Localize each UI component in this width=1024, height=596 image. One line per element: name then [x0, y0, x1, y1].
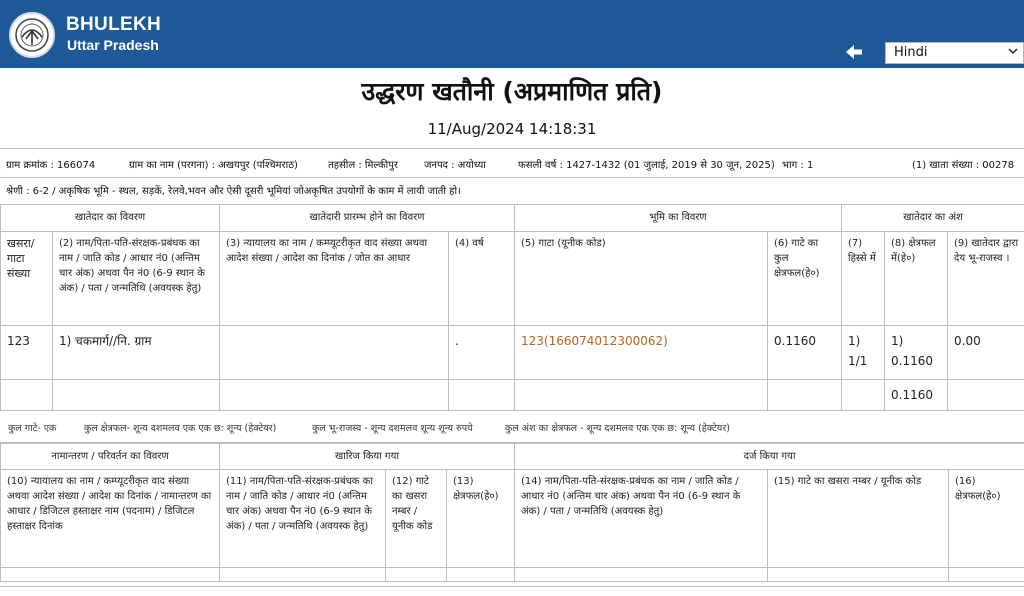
totals-line: [0, 414, 1024, 443]
empty-cell: [948, 380, 1024, 411]
total-row: [1, 380, 1024, 411]
empty-cell: [515, 380, 768, 411]
top-bar: [0, 0, 1024, 68]
col-header-entered-area: (16) क्षेत्रफल(हे०): [949, 470, 1024, 568]
land-category: श्रेणी : 6-2 / अकृषिक भूमि - स्थल, सड़कें, रेलवे,भवन और ऐसी दूसरी भूमियां जोअकृषित उपयोगों के काम में लायी जाती हो।: [6, 183, 461, 197]
empty-cell: [842, 380, 885, 411]
col-header-revenue: (9) खातेदार द्वारा देय भू-राजस्व ।: [948, 232, 1024, 326]
language-selected: Hindi: [894, 45, 928, 60]
empty-cell: [220, 568, 386, 582]
empty-cell: [447, 568, 515, 582]
empty-cell: [220, 380, 449, 411]
document-title: उद्धरण खतौनी (अप्रमाणित प्रति): [0, 74, 1024, 108]
col-header-mutation-court: (10) न्यायालय का नाम / कम्प्यूटरीकृत वाद संख्या अथवा आदेश संख्या / आदेश का दिनांक / नामान्तरण का आधार / डिजिटल हस्ताक्षर नाम (पदनाम) / डिजिटल हस्ताक्षर दिनांक: [1, 470, 220, 568]
col-header-removed-name: (11) नाम/पिता-पति-संरक्षक-प्रबंधक का नाम / जाति कोड / आधार नं0 (अन्तिम चार अंक) अथवा पैन नं0 (6-9 स्थान के अंक) / पता / जन्मतिथि (अवयस्क हेतु): [220, 470, 386, 568]
area-line-2: 0.1160: [891, 354, 941, 369]
section-land-details: भूमि का विवरण: [515, 205, 842, 232]
cell-share: [842, 326, 885, 380]
mutation-table: [0, 443, 1024, 582]
empty-cell: [515, 568, 768, 582]
col-header-removed-area: (13) क्षेत्रफल(हे०): [447, 470, 515, 568]
table-row: [1, 326, 1024, 380]
total-gate: कुल गाटे- एक: [8, 421, 56, 434]
empty-cell: [53, 380, 220, 411]
language-select[interactable]: [885, 42, 1024, 64]
col-header-gata: (5) गाटा (यूनीक कोड): [515, 232, 768, 326]
cell-total-share-area: 0.1160: [885, 380, 948, 411]
empty-cell: [949, 568, 1024, 582]
total-share-area: कुल अंश का क्षेत्रफल - शून्य दशमलव एक एक छ: शून्य (हेक्टेयर): [505, 421, 730, 434]
share-line-1: 1): [848, 334, 878, 349]
col-header-removed-khasra: (12) गाटे का खसरा नम्बर / यूनीक कोड: [386, 470, 447, 568]
area-line-1: 1): [891, 334, 941, 349]
col-header-area: (8) क्षेत्रफल में(हे०): [885, 232, 948, 326]
section-removed: खारिज किया गया: [220, 444, 515, 470]
col-header-total-area: (6) गाटे का कुल क्षेत्रफल(हे०): [768, 232, 842, 326]
section-holder-share: खातेदार का अंश: [842, 205, 1024, 232]
empty-cell: [449, 380, 515, 411]
chevron-down-icon: [1007, 45, 1019, 57]
village-code: ग्राम क्रमांक : 166074: [6, 157, 95, 171]
empty-cell: [768, 380, 842, 411]
col-header-court: (3) न्यायालय का नाम / कम्प्यूटरीकृत वाद संख्या अथवा आदेश संख्या / आदेश का दिनांक / जोत का आधार: [220, 232, 449, 326]
section-holding-start: खातेदारी प्रारम्भ होने का विवरण: [220, 205, 515, 232]
col-header-khasra: खसरा/ गाटा संख्या: [1, 232, 53, 326]
section-entered: दर्ज किया गया: [515, 444, 1024, 470]
brand-title: BHULEKH: [66, 14, 161, 36]
up-emblem-logo: [9, 12, 55, 58]
cell-court: [220, 326, 449, 380]
total-area: कुल क्षेत्रफल- शून्य दशमलव एक एक छ: शून्य (हेक्टेयर): [84, 421, 276, 434]
empty-cell: [768, 568, 949, 582]
empty-cell: [1, 568, 220, 582]
cell-khasra: 123: [1, 326, 53, 380]
brand-subtitle: Uttar Pradesh: [67, 37, 159, 53]
empty-cell: [1, 380, 53, 411]
col-header-year: (4) वर्ष: [449, 232, 515, 326]
khata-number: (1) खाता संख्या : 00278: [912, 157, 1014, 171]
document-datetime: 11/Aug/2024 14:18:31: [0, 120, 1024, 138]
gata-unique-code-link[interactable]: 123(166074012300062): [521, 334, 668, 348]
cell-area: [885, 326, 948, 380]
section-holder-details: खातेदार का विवरण: [1, 205, 220, 232]
village-info-line: [0, 148, 1024, 178]
cell-gata-cell: [515, 326, 768, 380]
tehsil: तहसील : मिल्कीपुर: [328, 157, 398, 171]
bhag: भाग : 1: [782, 157, 813, 171]
cell-revenue: 0.00: [948, 326, 1024, 380]
district: जनपद : अयोध्या: [424, 157, 486, 171]
col-header-name: (2) नाम/पिता-पति-संरक्षक-प्रबंधक का नाम / जाति कोड / आधार नं0 (अन्तिम चार अंक) अथवा पैन नं0 (6-9 स्थान के अंक) / पता / जन्मतिथि (अवयस्क हेतु): [53, 232, 220, 326]
col-header-entered-khasra: (15) गाटे का खसरा नम्बर / यूनीक कोड: [768, 470, 949, 568]
fasli-year: फसली वर्ष : 1427-1432 (01 जुलाई, 2019 से 30 जून, 2025): [518, 157, 775, 171]
back-arrow-icon[interactable]: [843, 41, 865, 63]
table-row: [1, 568, 1024, 582]
total-revenue: कुल भू-राजस्व - शून्य दशमलव शून्य शून्य रुपये: [312, 421, 473, 434]
holding-table: [0, 204, 1024, 411]
col-header-entered-name: (14) नाम/पिता-पति-संरक्षक-प्रबंधक का नाम / जाति कोड / आधार नं0 (अन्तिम चार अंक) अथवा पैन नं0 (6-9 स्थान के अंक) / पता / जन्मतिथि (अवयस्क हेतु): [515, 470, 768, 568]
col-header-share: (7) हिस्से में: [842, 232, 885, 326]
village-name: ग्राम का नाम (परगना) : अखयपुर (पश्चिमराठ): [129, 157, 298, 171]
section-mutation-details: नामान्तरण / परिवर्तन का विवरण: [1, 444, 220, 470]
empty-cell: [386, 568, 447, 582]
cell-year: .: [449, 326, 515, 380]
share-line-2: 1/1: [848, 354, 878, 369]
cell-holder-name: 1) चकमार्ग//नि. ग्राम: [53, 326, 220, 380]
cell-total-area: 0.1160: [768, 326, 842, 380]
